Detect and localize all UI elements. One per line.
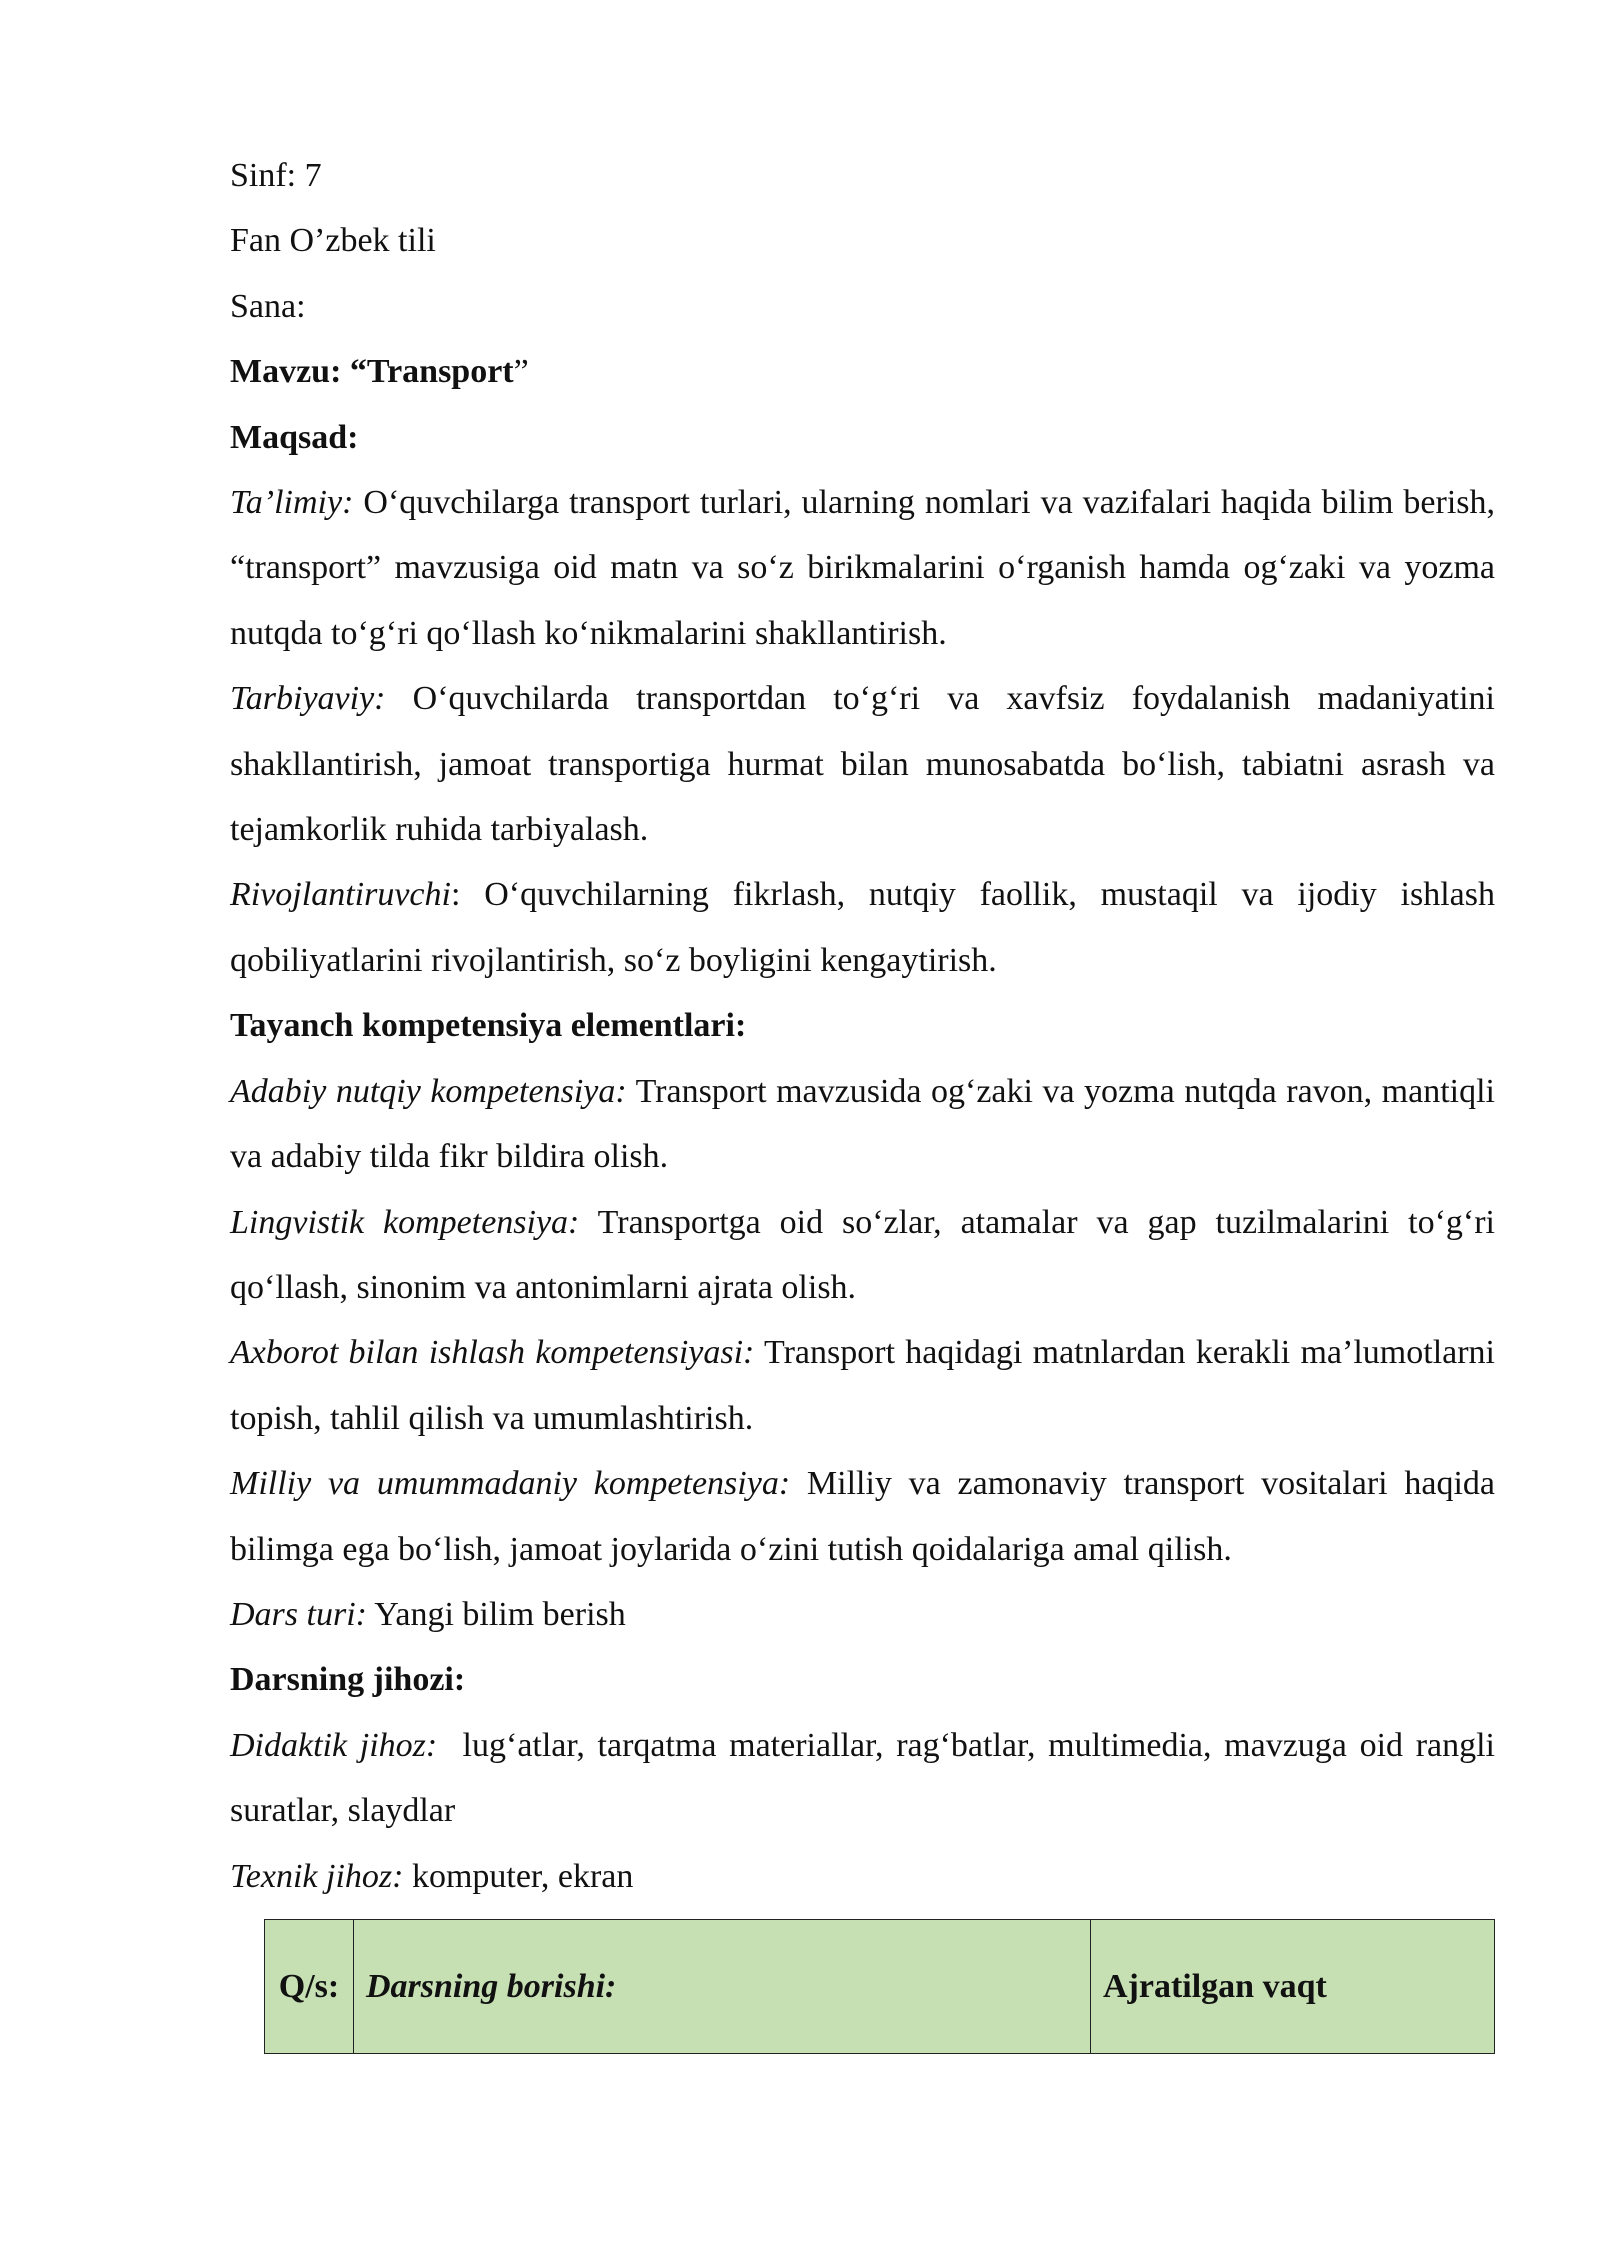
lesson-plan-document <box>230 143 1504 1909</box>
sana-line: Sana: <box>230 287 306 325</box>
rivojlantiruvchi-text: : O‘quvchilarning fikrlash, nutqiy faollik, mustaqil va ijodiy ishlash qobiliyatlarini rivojlantirish, so‘z boyligini kengaytirish. <box>230 876 1495 979</box>
lingvistik-label: Lingvistik kompetensiya: <box>230 1203 580 1241</box>
sinf-line: Sinf: 7 <box>230 157 322 194</box>
fan-line: Fan O’zbek tili <box>230 222 436 260</box>
lingvistik-paragraph <box>230 1190 1495 1321</box>
texnik-text: komputer, ekran <box>403 1857 634 1895</box>
adabiy-paragraph <box>230 1059 1495 1190</box>
lingvistik-text: Transportga oid so‘zlar, atamalar va gap tuzilmalarini to‘g‘ri qo‘llash, sinonim va antonimlarni ajrata olish. <box>230 1203 1495 1306</box>
didaktik-text: lug‘atlar, tarqatma materiallar, rag‘batlar, multimedia, mavzuga oid rangli suratlar, slaydlar <box>230 1726 1504 1830</box>
tarbiyaviy-paragraph <box>230 666 1495 862</box>
texnik-line <box>230 1844 1495 1909</box>
dars-turi-line <box>230 1582 1495 1647</box>
table-header-row <box>265 1920 1495 2054</box>
table-header-qs: Q/s: <box>265 1920 354 2054</box>
milliy-label: Milliy va umummadaniy kompetensiya: <box>230 1465 791 1503</box>
table-header-ajratilgan-vaqt: Ajratilgan vaqt <box>1091 1920 1495 2054</box>
rivojlantiruvchi-label: Rivojlantiruvchi <box>230 876 451 914</box>
tarbiyaviy-label: Tarbiyaviy: <box>230 680 386 718</box>
milliy-paragraph <box>230 1451 1495 1582</box>
axborot-label: Axborot bilan ishlash kompetensiyasi: <box>230 1334 755 1372</box>
axborot-text: Transport haqidagi matnlardan kerakli ma’lumotlarni topish, tahlil qilish va umumlashtirish. <box>230 1334 1495 1437</box>
axborot-paragraph <box>230 1320 1495 1451</box>
milliy-text: Milliy va zamonaviy transport vositalari haqida bilimga ega bo‘lish, jamoat joylarida o‘zini tutish qoidalariga amal qilish. <box>230 1465 1495 1568</box>
jihoz-heading: Darsning jihozi: <box>230 1661 466 1699</box>
adabiy-text: Transport mavzusida og‘zaki va yozma nutqda ravon, mantiqli va adabiy tilda fikr bildira olish. <box>230 1072 1495 1176</box>
talimiy-paragraph <box>230 470 1495 666</box>
mavzu-line <box>230 339 1495 404</box>
dars-turi-text: Yangi bilim berish <box>366 1595 626 1633</box>
didaktik-paragraph <box>230 1713 1504 1844</box>
rivojlantiruvchi-paragraph <box>230 862 1495 993</box>
maqsad-heading: Maqsad: <box>230 418 359 456</box>
adabiy-label: Adabiy nutqiy kompetensiya: <box>230 1072 627 1110</box>
kompetensiya-heading: Tayanch kompetensiya elementlari: <box>230 1007 747 1045</box>
talimiy-label: Ta’limiy: <box>230 484 354 522</box>
dars-turi-label: Dars turi: <box>230 1595 367 1633</box>
lesson-plan-table <box>264 1919 1495 2054</box>
table-header-darsning-borishi: Darsning borishi: <box>354 1920 1091 2054</box>
mavzu-close-quote: ” <box>513 353 529 391</box>
texnik-label: Texnik jihoz: <box>230 1857 404 1895</box>
talimiy-text: O‘quvchilarga transport turlari, ularning nomlari va vazifalari haqida bilim berish, “transport” mavzusiga oid matn va so‘z birikmalarini o‘rganish hamda og‘zaki va yozma nutqda to‘g‘ri qo‘llash ko‘nikmalarini shakllantirish. <box>230 484 1495 652</box>
tarbiyaviy-text: O‘quvchilarda transportdan to‘g‘ri va xavfsiz foydalanish madaniyatini shakllantirish, jamoat transportiga hurmat bilan munosabatda bo‘lish, tabiatni asrash va tejamkorlik ruhida tarbiyalash. <box>230 680 1495 849</box>
mavzu-label: Mavzu: “Transport <box>230 353 514 391</box>
didaktik-label: Didaktik jihoz: <box>230 1726 438 1764</box>
